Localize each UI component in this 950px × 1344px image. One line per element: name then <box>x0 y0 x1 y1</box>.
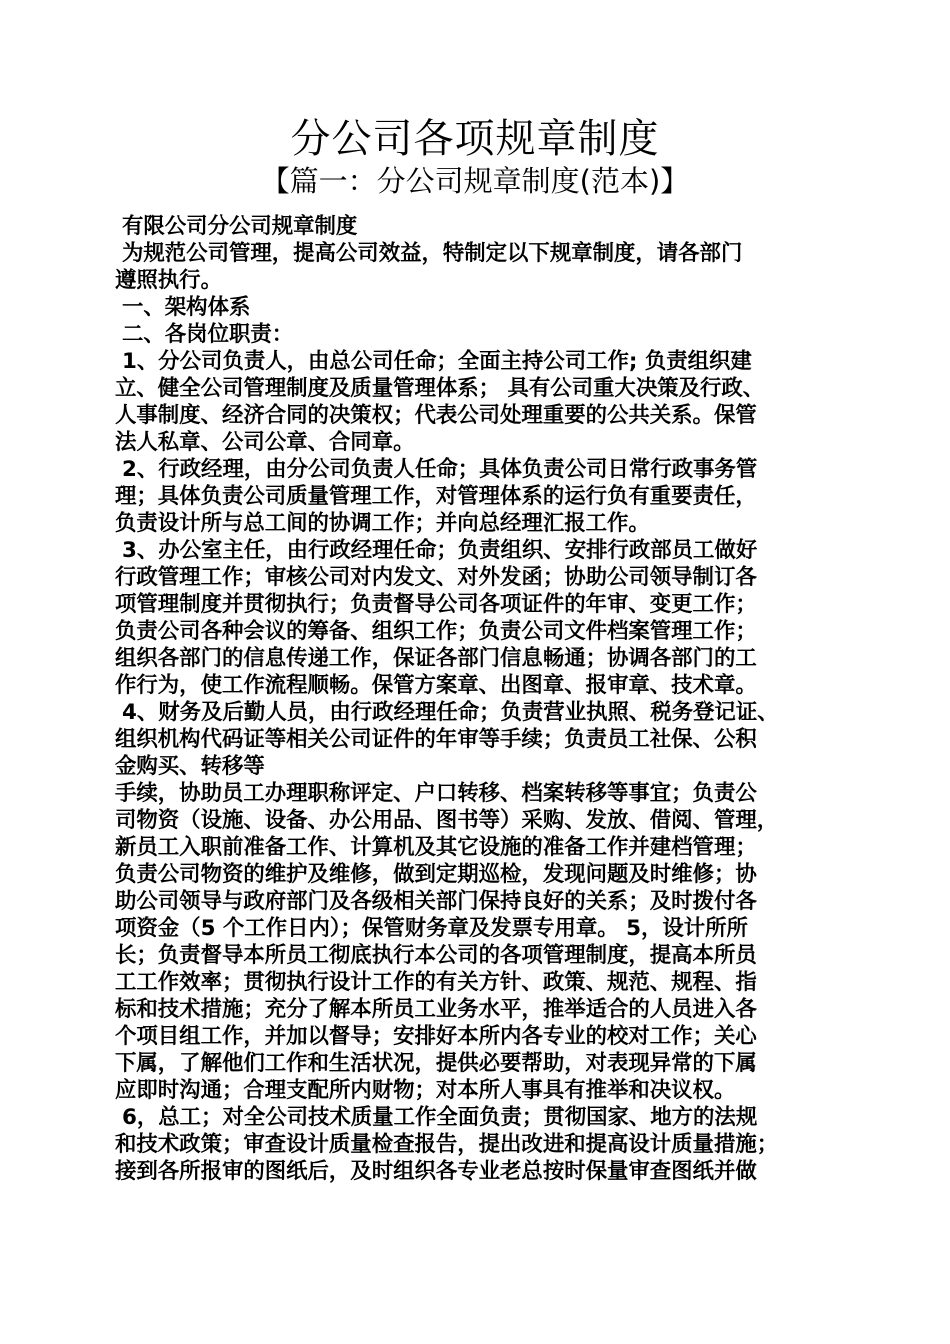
document-body <box>115 213 840 1185</box>
paragraph-line: 负责设计所与总工间的协调工作；并向总经理汇报工作。 <box>115 511 650 536</box>
paragraph-line: 遵照执行。 <box>115 268 222 293</box>
paragraph-line: 项资金（5 个工作日内）；保管财务章及发票专用章。 5，设计所所 <box>115 916 748 941</box>
paragraph-line: 6，总工；对全公司技术质量工作全面负责；贯彻国家、地方的法规 <box>122 1105 758 1130</box>
paragraph-line: 项管理制度并贯彻执行；负责督导公司各项证件的年审、变更工作； <box>115 592 757 617</box>
paragraph-line: 金购买、转移等 <box>115 754 265 779</box>
paragraph-line: 应即时沟通；合理支配所内财物；对本所人事具有推举和决议权。 <box>115 1078 736 1103</box>
section-heading: 二、各岗位职责： <box>122 322 294 347</box>
paragraph-line: 为规范公司管理，提高公司效益，特制定以下规章制度，请各部门 <box>122 241 743 266</box>
paragraph-line: 新员工入职前准备工作、计算机及其它设施的准备工作并建档管理； <box>115 835 757 860</box>
paragraph-line: 组织机构代码证等相关公司证件的年审等手续；负责员工社保、公积 <box>115 727 757 752</box>
paragraph-line: 负责公司物资的维护及维修，做到定期巡检，发现问题及时维修；协 <box>115 862 757 887</box>
paragraph-line: 标和技术措施；充分了解本所员工业务水平，推举适合的人员进入各 <box>115 997 757 1022</box>
paragraph-line: 组织各部门的信息传递工作，保证各部门信息畅通；协调各部门的工 <box>115 646 757 671</box>
document-title: 分公司各项规章制度 <box>290 116 660 162</box>
paragraph-line: 负责公司各种会议的筹备、组织工作；负责公司文件档案管理工作； <box>115 619 757 644</box>
paragraph-line: 长；负责督导本所员工彻底执行本公司的各项管理制度，提高本所员 <box>115 943 757 968</box>
paragraph-line: 1、分公司负责人，由总公司任命；全面主持公司工作; 负责组织建 <box>122 349 752 374</box>
paragraph-line: 4、财务及后勤人员，由行政经理任命；负责营业执照、税务登记证、 <box>122 700 779 725</box>
paragraph-line: 人事制度、经济合同的决策权；代表公司处理重要的公共关系。保管 <box>115 403 757 428</box>
paragraph-line: 2、行政经理，由分公司负责人任命；具体负责公司日常行政事务管 <box>122 457 758 482</box>
paragraph-line: 工工作效率；贯彻执行设计工作的有关方针、政策、规范、规程、指 <box>115 970 757 995</box>
paragraph-line: 行政管理工作；审核公司对内发文、对外发函；协助公司领导制订各 <box>115 565 757 590</box>
paragraph-line: 助公司领导与政府部门及各级相关部门保持良好的关系；及时拨付各 <box>115 889 757 914</box>
paragraph-line: 司物资（设施、设备、办公用品、图书等）采购、发放、借阅、管理， <box>115 808 779 833</box>
paragraph-line: 和技术政策；审查设计质量检查报告，提出改进和提高设计质量措施； <box>115 1132 779 1157</box>
paragraph-line: 手续，协助员工办理职称评定、户口转移、档案转移等事宜；负责公 <box>115 781 757 806</box>
paragraph-line: 个项目组工作，并加以督导；安排好本所内各专业的校对工作；关心 <box>115 1024 757 1049</box>
paragraph-line: 作行为，使工作流程顺畅。保管方案章、出图章、报审章、技术章。 <box>115 673 757 698</box>
paragraph-line: 下属，了解他们工作和生活状况，提供必要帮助，对表现异常的下属 <box>115 1051 757 1076</box>
paragraph-line: 法人私章、公司公章、合同章。 <box>115 430 415 455</box>
paragraph-line: 理；具体负责公司质量管理工作，对管理体系的运行负有重要责任， <box>115 484 757 509</box>
paragraph-line: 3、办公室主任，由行政经理任命；负责组织、安排行政部员工做好 <box>122 538 758 563</box>
document-subtitle: 【篇一：分公司规章制度(范本)】 <box>260 164 690 198</box>
paragraph-line: 接到各所报审的图纸后，及时组织各专业老总按时保量审查图纸并做 <box>115 1159 757 1184</box>
section-heading: 一、架构体系 <box>122 295 251 320</box>
section-heading: 有限公司分公司规章制度 <box>122 214 358 239</box>
paragraph-line: 立、健全公司管理制度及质量管理体系； 具有公司重大决策及行政、 <box>115 376 765 401</box>
